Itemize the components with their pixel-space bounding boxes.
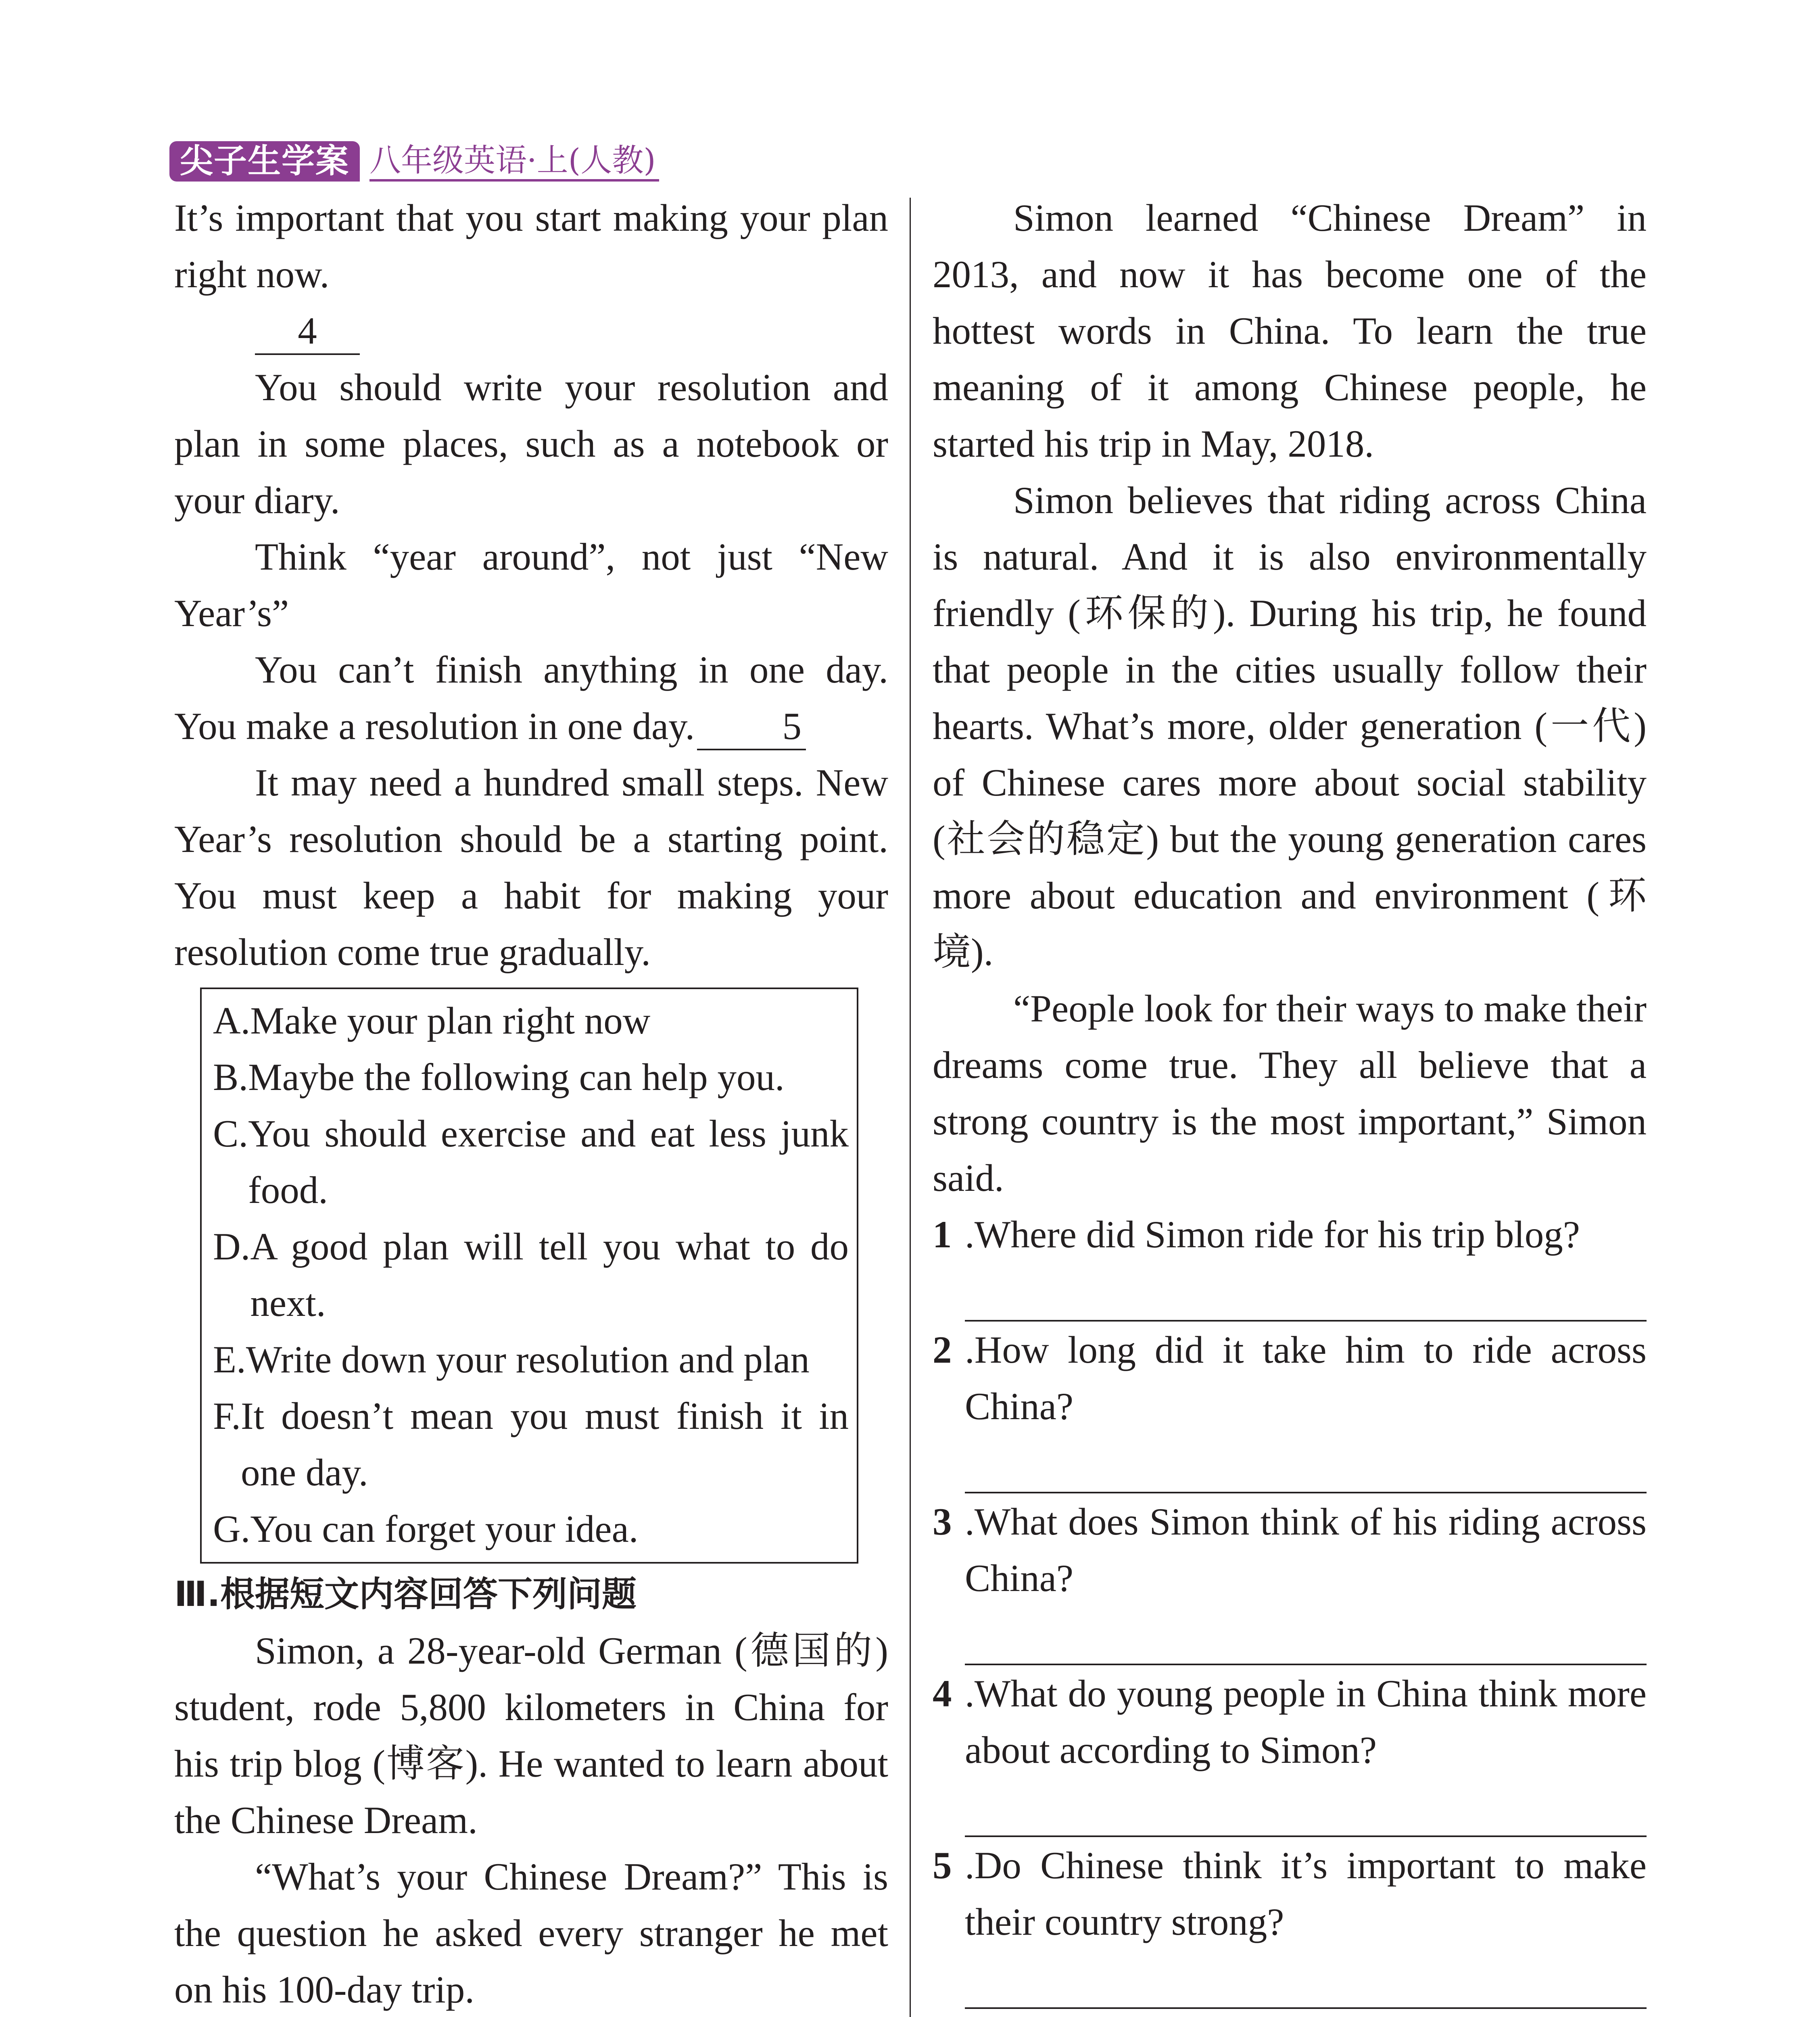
paragraph: “People look for their ways to make their dreams come true. They all believe that a strong country is the most important,” Simon said.: [933, 987, 1647, 1199]
option-text: You can forget your idea.: [250, 1508, 639, 1550]
answer-line-3[interactable]: [965, 1606, 1647, 1665]
option-letter: F.: [213, 1395, 241, 1437]
option-letter: C.: [213, 1112, 248, 1155]
answer-line-2[interactable]: [965, 1434, 1647, 1493]
column-divider: [910, 198, 911, 2017]
question-text: .Where did Simon ride for his trip blog?: [965, 1213, 1580, 1256]
paragraph: It may need a hundred small steps. New Year’s resolution should be a starting point. You must keep a habit for making your resolution come true gradually.: [174, 761, 888, 973]
option-text: Write down your resolution and plan: [246, 1338, 810, 1381]
question-number: 5: [933, 1844, 952, 1887]
grade-title: 八年级英语·上(人教): [369, 140, 659, 182]
question-number: 3: [933, 1500, 952, 1543]
question-5: [933, 1837, 1647, 1950]
question-1: [933, 1206, 1647, 1263]
option-f: [213, 1388, 849, 1501]
paragraph: It’s important that you start making your plan right now.: [174, 196, 888, 296]
paragraph: Simon, a 28-year-old German (德国的) student, rode 5,800 kilometers in China for his trip blog (博客). He wanted to learn about the Chinese Dream.: [174, 1629, 888, 1842]
paragraph-text: You can’t finish anything in one day. You make a resolution in one day.: [174, 648, 888, 748]
answer-line-4[interactable]: [965, 1778, 1647, 1837]
question-4: [933, 1665, 1647, 1778]
blank-5: 5: [697, 704, 806, 750]
option-a: [213, 992, 849, 1049]
question-text: .Do Chinese think it’s important to make their country strong?: [965, 1844, 1647, 1943]
section-3-title: Ⅲ.根据短文内容回答下列问题: [174, 1574, 637, 1614]
option-text: A good plan will tell you what to do next.: [250, 1225, 849, 1324]
blank-4: [255, 303, 360, 359]
right-column: [933, 190, 1647, 2017]
paragraph: Simon learned “Chinese Dream” in 2013, and now it has become one of the hottest words in China. To learn the true meaning of it among Chinese people, he started his trip in May, 2018.: [933, 196, 1647, 465]
option-letter: E.: [213, 1338, 246, 1381]
page-header: [169, 133, 659, 182]
paragraph: “What’s your Chinese Dream?” This is the question he asked every stranger he met on his 100-day trip.: [174, 1855, 888, 2011]
answer-line-5[interactable]: [965, 1950, 1647, 2009]
option-c: [213, 1105, 849, 1218]
left-column: [174, 190, 888, 2017]
option-text: Maybe the following can help you.: [248, 1056, 785, 1098]
answer-line-1[interactable]: [965, 1263, 1647, 1322]
question-3: [933, 1493, 1647, 1606]
option-text: Make your plan right now: [250, 999, 651, 1042]
brand-badge: 尖子生学案: [169, 141, 360, 182]
paragraph: Simon believes that riding across China is natural. And it is also environmentally friendly (环保的). During his trip, he found that people in the cities usually follow their hearts. What’s more, older generation (一代) of Chinese cares more about social stability (社会的稳定) but the young generation cares more about education and environment (环境).: [933, 479, 1647, 973]
options-box: [200, 988, 858, 1564]
option-letter: G.: [213, 1508, 250, 1550]
option-e: [213, 1331, 849, 1388]
option-d: [213, 1218, 849, 1331]
option-letter: D.: [213, 1225, 250, 1268]
paragraph: Think “year around”, not just “New Year’s”: [174, 535, 888, 635]
option-letter: B.: [213, 1056, 248, 1098]
blank-4-number: 4: [255, 308, 360, 355]
question-text: .How long did it take him to ride across China?: [965, 1328, 1647, 1428]
option-text: It doesn’t mean you must finish it in one day.: [240, 1395, 849, 1494]
paragraph: [174, 641, 888, 754]
option-b: [213, 1049, 849, 1105]
paragraph: You should write your resolution and plan in some places, such as a notebook or your diary.: [174, 366, 888, 522]
question-number: 2: [933, 1328, 952, 1371]
option-g: [213, 1501, 849, 1557]
question-text: .What do young people in China think more about according to Simon?: [965, 1672, 1647, 1771]
section-4-title: [933, 2011, 1647, 2017]
question-number: 1: [933, 1213, 952, 1256]
option-letter: A.: [213, 999, 250, 1042]
question-text: .What does Simon think of his riding across China?: [965, 1500, 1647, 1599]
option-text: You should exercise and eat less junk food.: [248, 1112, 849, 1211]
question-2: [933, 1322, 1647, 1434]
question-number: 4: [933, 1672, 952, 1715]
